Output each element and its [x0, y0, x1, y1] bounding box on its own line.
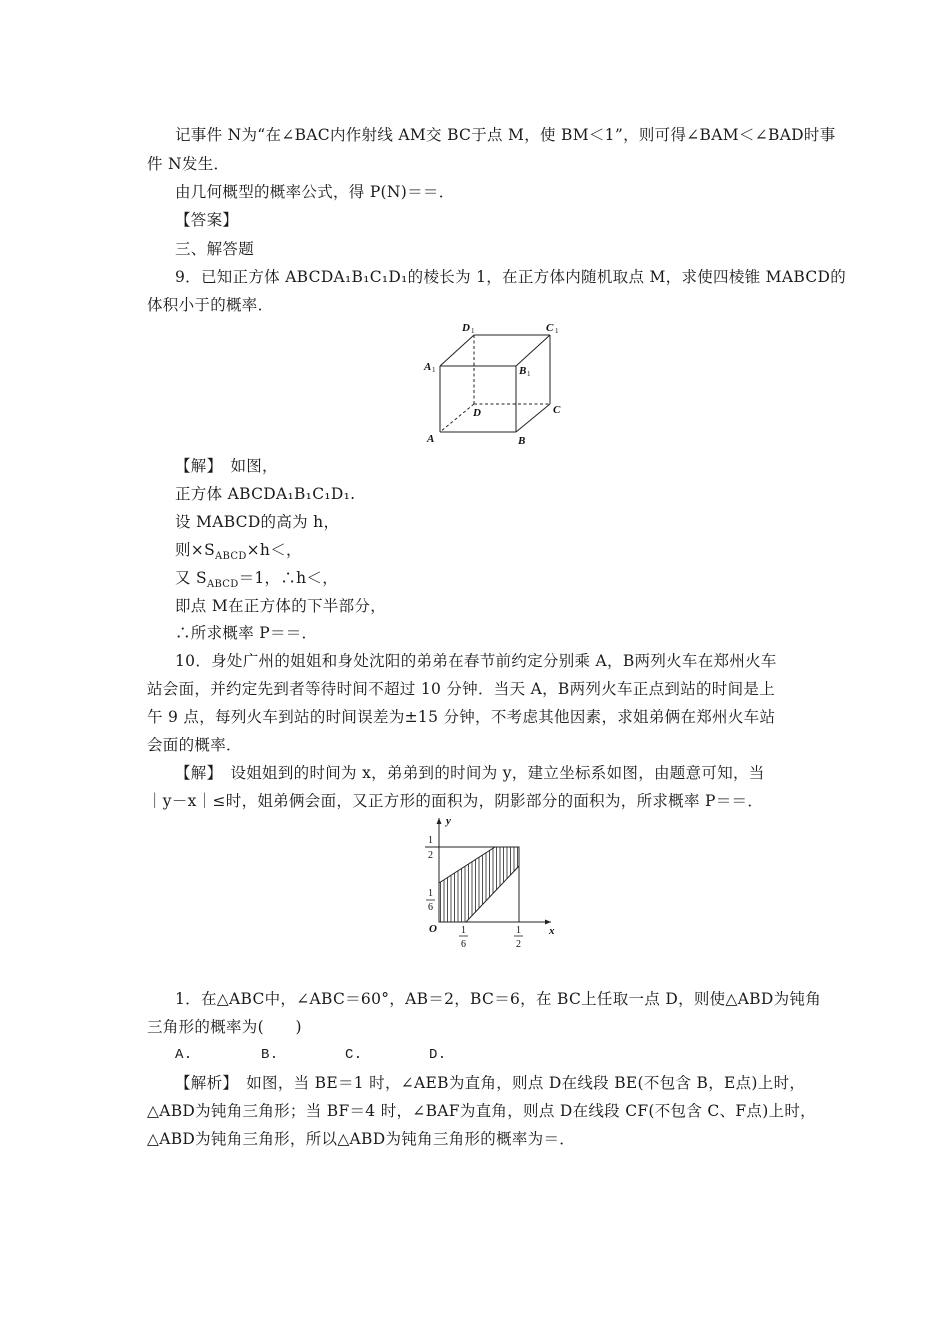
- option-b[interactable]: B.: [261, 1047, 279, 1063]
- label-d1: D: [462, 322, 470, 334]
- problem-10-text: 午 9 点，每列火车到站的时间误差为±15 分钟，不考虑其他因素，求姐弟俩在郑州火车站: [147, 708, 776, 726]
- tick-x-sixth-num: 1: [461, 925, 466, 936]
- analysis-text: △ABD为钝角三角形，所以△ABD为钝角三角形的概率为＝．: [147, 1130, 576, 1148]
- text-line: 件 N发生．: [147, 155, 230, 173]
- cube-figure: [418, 318, 568, 448]
- label-sub: 1: [432, 366, 436, 374]
- option-d[interactable]: D.: [429, 1047, 447, 1063]
- shaded-region: [439, 847, 519, 922]
- text-line: [175, 567, 835, 596]
- label-a: A: [427, 433, 435, 445]
- subscript: ABCD: [215, 551, 247, 563]
- label-sub: 1: [555, 327, 559, 335]
- tick-y-sixth-den: 6: [428, 902, 433, 913]
- label-sub: 1: [527, 370, 531, 378]
- problem-10-text: 会面的概率．: [147, 736, 242, 754]
- problem-9-text: 9．已知正方体 ABCDA₁B₁C₁D₁的棱长为 1，在正方体内随机取点 M，求使四棱锥 MABCD的: [175, 268, 847, 286]
- text-segment: 则×S: [175, 541, 216, 559]
- option-a[interactable]: A.: [175, 1047, 193, 1063]
- exercise-1-text: 三角形的概率为( ): [147, 1018, 302, 1036]
- axis-x-label: x: [549, 925, 555, 937]
- exercise-1-text: 1．在△ABC中，∠ABC＝60°，AB＝2，BC＝6，在 BC上任取一点 D，则使△ABD为钝角: [175, 990, 822, 1008]
- label-b: B: [518, 435, 526, 447]
- text-segment: 又 S: [175, 569, 207, 587]
- tick-x-half-den: 2: [516, 939, 521, 950]
- problem-10-text: 10．身处广州的姐姐和身处沈阳的弟弟在春节前约定分别乘 A，B两列火车在郑州火车: [175, 652, 777, 670]
- tick-y-half-num: 1: [428, 835, 433, 846]
- answer-heading: 【答案】: [175, 211, 239, 229]
- label-d: D: [473, 407, 481, 419]
- text-segment: ＝1，∴h＜，: [238, 569, 339, 587]
- solution-heading: 【解】 如图，: [175, 457, 278, 475]
- tick-x-sixth-den: 6: [461, 939, 466, 950]
- tick-x-half-num: 1: [516, 925, 521, 936]
- label-c: C: [553, 404, 561, 416]
- analysis-text: △ABD为钝角三角形；当 BF＝4 时，∠BAF为直角，则点 D在线段 CF(不包含 C、F点)上时，: [147, 1102, 816, 1120]
- axis-y-label: y: [446, 815, 451, 827]
- text-line: [175, 539, 835, 568]
- label-a1: A: [424, 361, 432, 373]
- analysis-text: 【解析】 如图，当 BE＝1 时，∠AEB为直角，则点 D在线段 BE(不包含 B，E点)上时，: [175, 1074, 806, 1092]
- label-c1: C: [546, 322, 554, 334]
- label-sub: 1: [471, 327, 475, 335]
- tick-y-half-den: 2: [428, 850, 433, 861]
- text-line: ∴所求概率 P＝＝．: [175, 624, 318, 642]
- label-b1: B: [519, 365, 527, 377]
- tick-y-sixth-num: 1: [428, 888, 433, 899]
- solution-text: 【解】 设姐姐到的时间为 x，弟弟到的时间为 y，建立坐标系如图，由题意可知，当: [175, 764, 765, 782]
- problem-9-text: 体积小于的概率．: [147, 296, 274, 314]
- text-line: 记事件 N为“在∠BAC内作射线 AM交 BC于点 M，使 BM＜1”，则可得∠BAM＜∠BAD时事: [175, 126, 836, 144]
- subscript: ABCD: [206, 579, 239, 591]
- problem-10-text: 站会面，并约定先到者等待时间不超过 10 分钟．当天 A，B两列火车正点到站的时间是上: [147, 680, 775, 698]
- text-line: 设 MABCD的高为 h，: [175, 513, 340, 531]
- section-heading: 三、解答题: [175, 240, 255, 258]
- solution-text: ｜y－x｜≤时，姐弟俩会面，又正方形的面积为，阴影部分的面积为，所求概率 P＝＝．: [147, 792, 764, 810]
- text-segment: ×h＜，: [246, 541, 302, 559]
- text-line: 由几何概型的概率公式，得 P(N)＝＝．: [175, 183, 455, 201]
- coordinate-graph: [415, 812, 575, 958]
- text-line: 正方体 ABCDA₁B₁C₁D₁.: [175, 485, 356, 503]
- origin-label: O: [429, 923, 437, 935]
- text-line: 即点 M在正方体的下半部分，: [175, 597, 386, 615]
- option-c[interactable]: C.: [345, 1047, 363, 1063]
